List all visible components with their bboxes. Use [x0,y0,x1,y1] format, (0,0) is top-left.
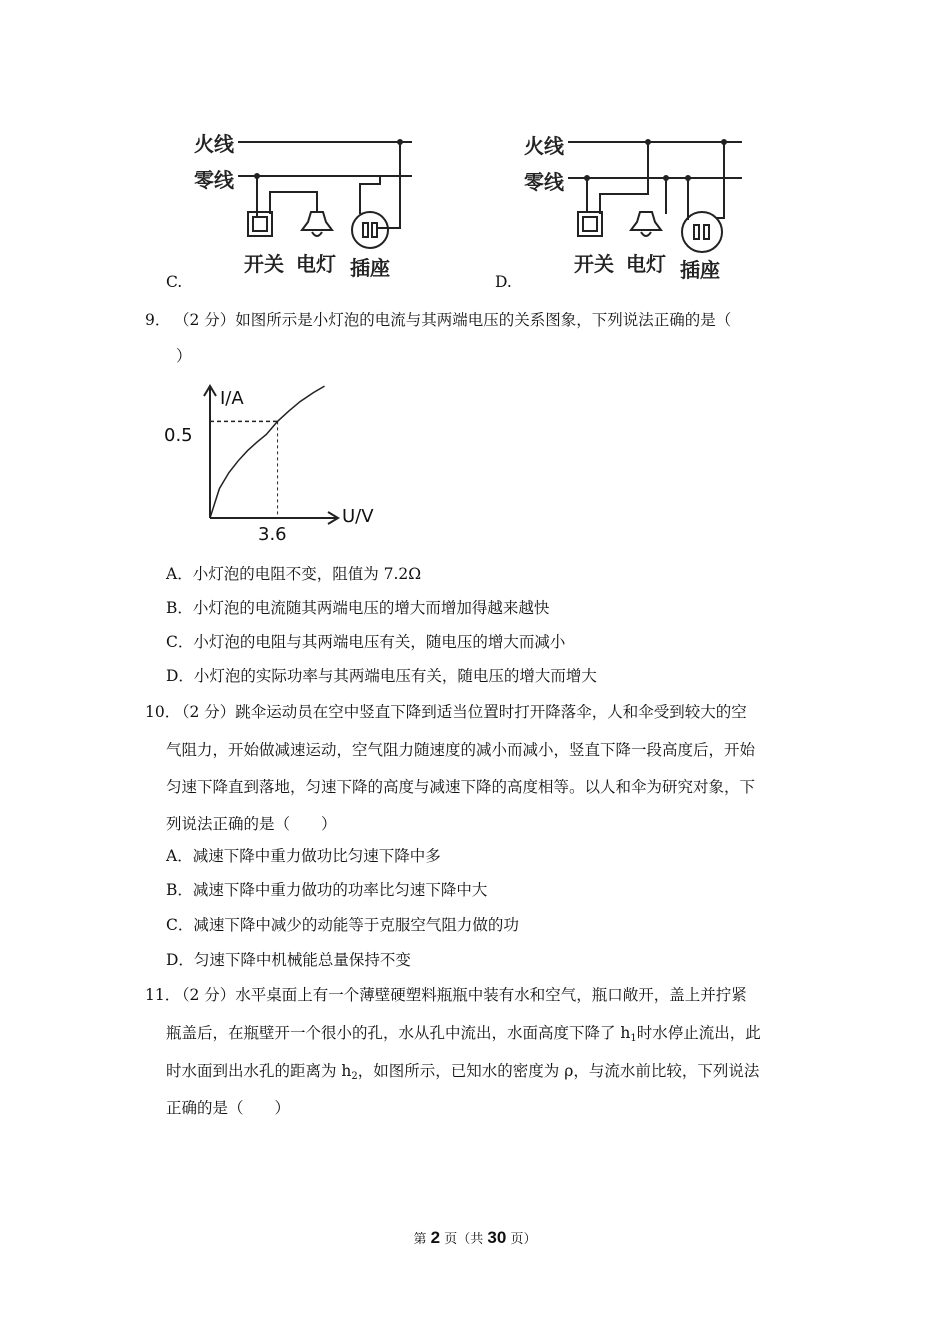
q10-option-b: B．减速下降中重力做功的功率比匀速下降中大 [166,881,488,899]
q10-line-3: 匀速下降直到落地，匀速下降的高度与减速下降的高度相等。以人和伞为研究对象，下 [166,778,756,796]
q11-line-2 [166,1023,761,1049]
q10-line-2: 气阻力，开始做减速运动，空气阻力随速度的减小而减小，竖直下降一段高度后，开始 [166,741,756,759]
q10-option-a: A．减速下降中重力做功比匀速下降中多 [166,847,441,865]
iu-graph [160,380,390,550]
switch-label: 开关 [244,252,284,276]
lamp-symbol [631,212,661,230]
switch-label: 开关 [574,252,614,276]
socket-symbol [352,212,388,248]
q11-line-2-a: 瓶盖后，在瓶壁开一个很小的孔，水从孔中流出，水面高度下降了 h [166,1024,631,1042]
footer-page-number: 2 [430,1228,441,1247]
socket-label: 插座 [680,258,720,282]
q9-option-c: C．小灯泡的电阻与其两端电压有关，随电压的增大而减小 [166,633,566,651]
q9-option-d: D．小灯泡的实际功率与其两端电压有关，随电压的增大而增大 [166,667,597,685]
q11-line-2-b: 时水停止流出，此 [636,1024,761,1042]
neutral-wire-label: 零线 [524,170,564,194]
q10-option-c: C．减速下降中减少的动能等于克服空气阻力做的功 [166,916,519,934]
q8-option-d: D. [495,273,512,291]
q9-option-a: A．小灯泡的电阻不变，阻值为 7.2Ω [166,565,422,583]
q11-number: 11． [145,986,181,1004]
q11-line-1: （2 分）水平桌面上有一个薄壁硬塑料瓶瓶中装有水和空气，瓶口敞开，盖上并拧紧 [174,986,747,1004]
page-footer [0,1228,950,1248]
q9-stem-end: ） [176,347,192,365]
q8-option-c: C. [166,273,183,291]
circuit-diagram-c [190,124,420,280]
live-wire-label: 火线 [524,134,564,158]
q11-h2-subscript: 2 [351,1071,358,1082]
lamp-label: 电灯 [296,252,336,276]
live-wire-label: 火线 [194,132,234,156]
circuit-diagram-d [520,124,750,280]
q9-number: 9． [145,311,171,329]
q11-line-3-a: 时水面到出水孔的距离为 h [166,1062,352,1080]
x-axis-label: U/V [342,506,374,527]
footer-prefix: 第 [413,1232,427,1247]
q11-h1-subscript: 1 [630,1033,637,1044]
q11-line-4: 正确的是（ ） [166,1099,291,1117]
q10-line-4: 列说法正确的是（ ） [166,815,337,833]
switch-symbol [578,212,602,236]
socket-label: 插座 [350,256,390,280]
neutral-wire-label: 零线 [194,168,234,192]
q10-option-d: D．匀速下降中机械能总量保持不变 [166,951,411,969]
footer-mid: 页（共 [444,1232,484,1247]
y-axis-label: I/A [220,388,244,409]
socket-symbol [682,212,722,252]
lamp-label: 电灯 [626,252,666,276]
lamp-symbol [302,212,332,230]
q9-option-b: B．小灯泡的电流随其两端电压的增大而增加得越来越快 [166,599,550,617]
x-tick-label: 3.6 [258,524,287,545]
y-tick-label: 0.5 [164,425,193,446]
q9-stem: （2 分）如图所示是小灯泡的电流与其两端电压的关系图象，下列说法正确的是（ [174,311,732,329]
q11-line-3-b: ，如图所示，已知水的密度为 ρ，与流水前比较，下列说法 [357,1062,760,1080]
q10-line-1: （2 分）跳伞运动员在空中竖直下降到适当位置时打开降落伞，人和伞受到较大的空 [174,703,747,721]
footer-total-pages: 30 [487,1228,507,1247]
q11-line-3 [166,1061,759,1087]
switch-symbol [248,212,272,236]
q10-number: 10． [145,703,181,721]
footer-suffix: 页） [510,1232,537,1247]
